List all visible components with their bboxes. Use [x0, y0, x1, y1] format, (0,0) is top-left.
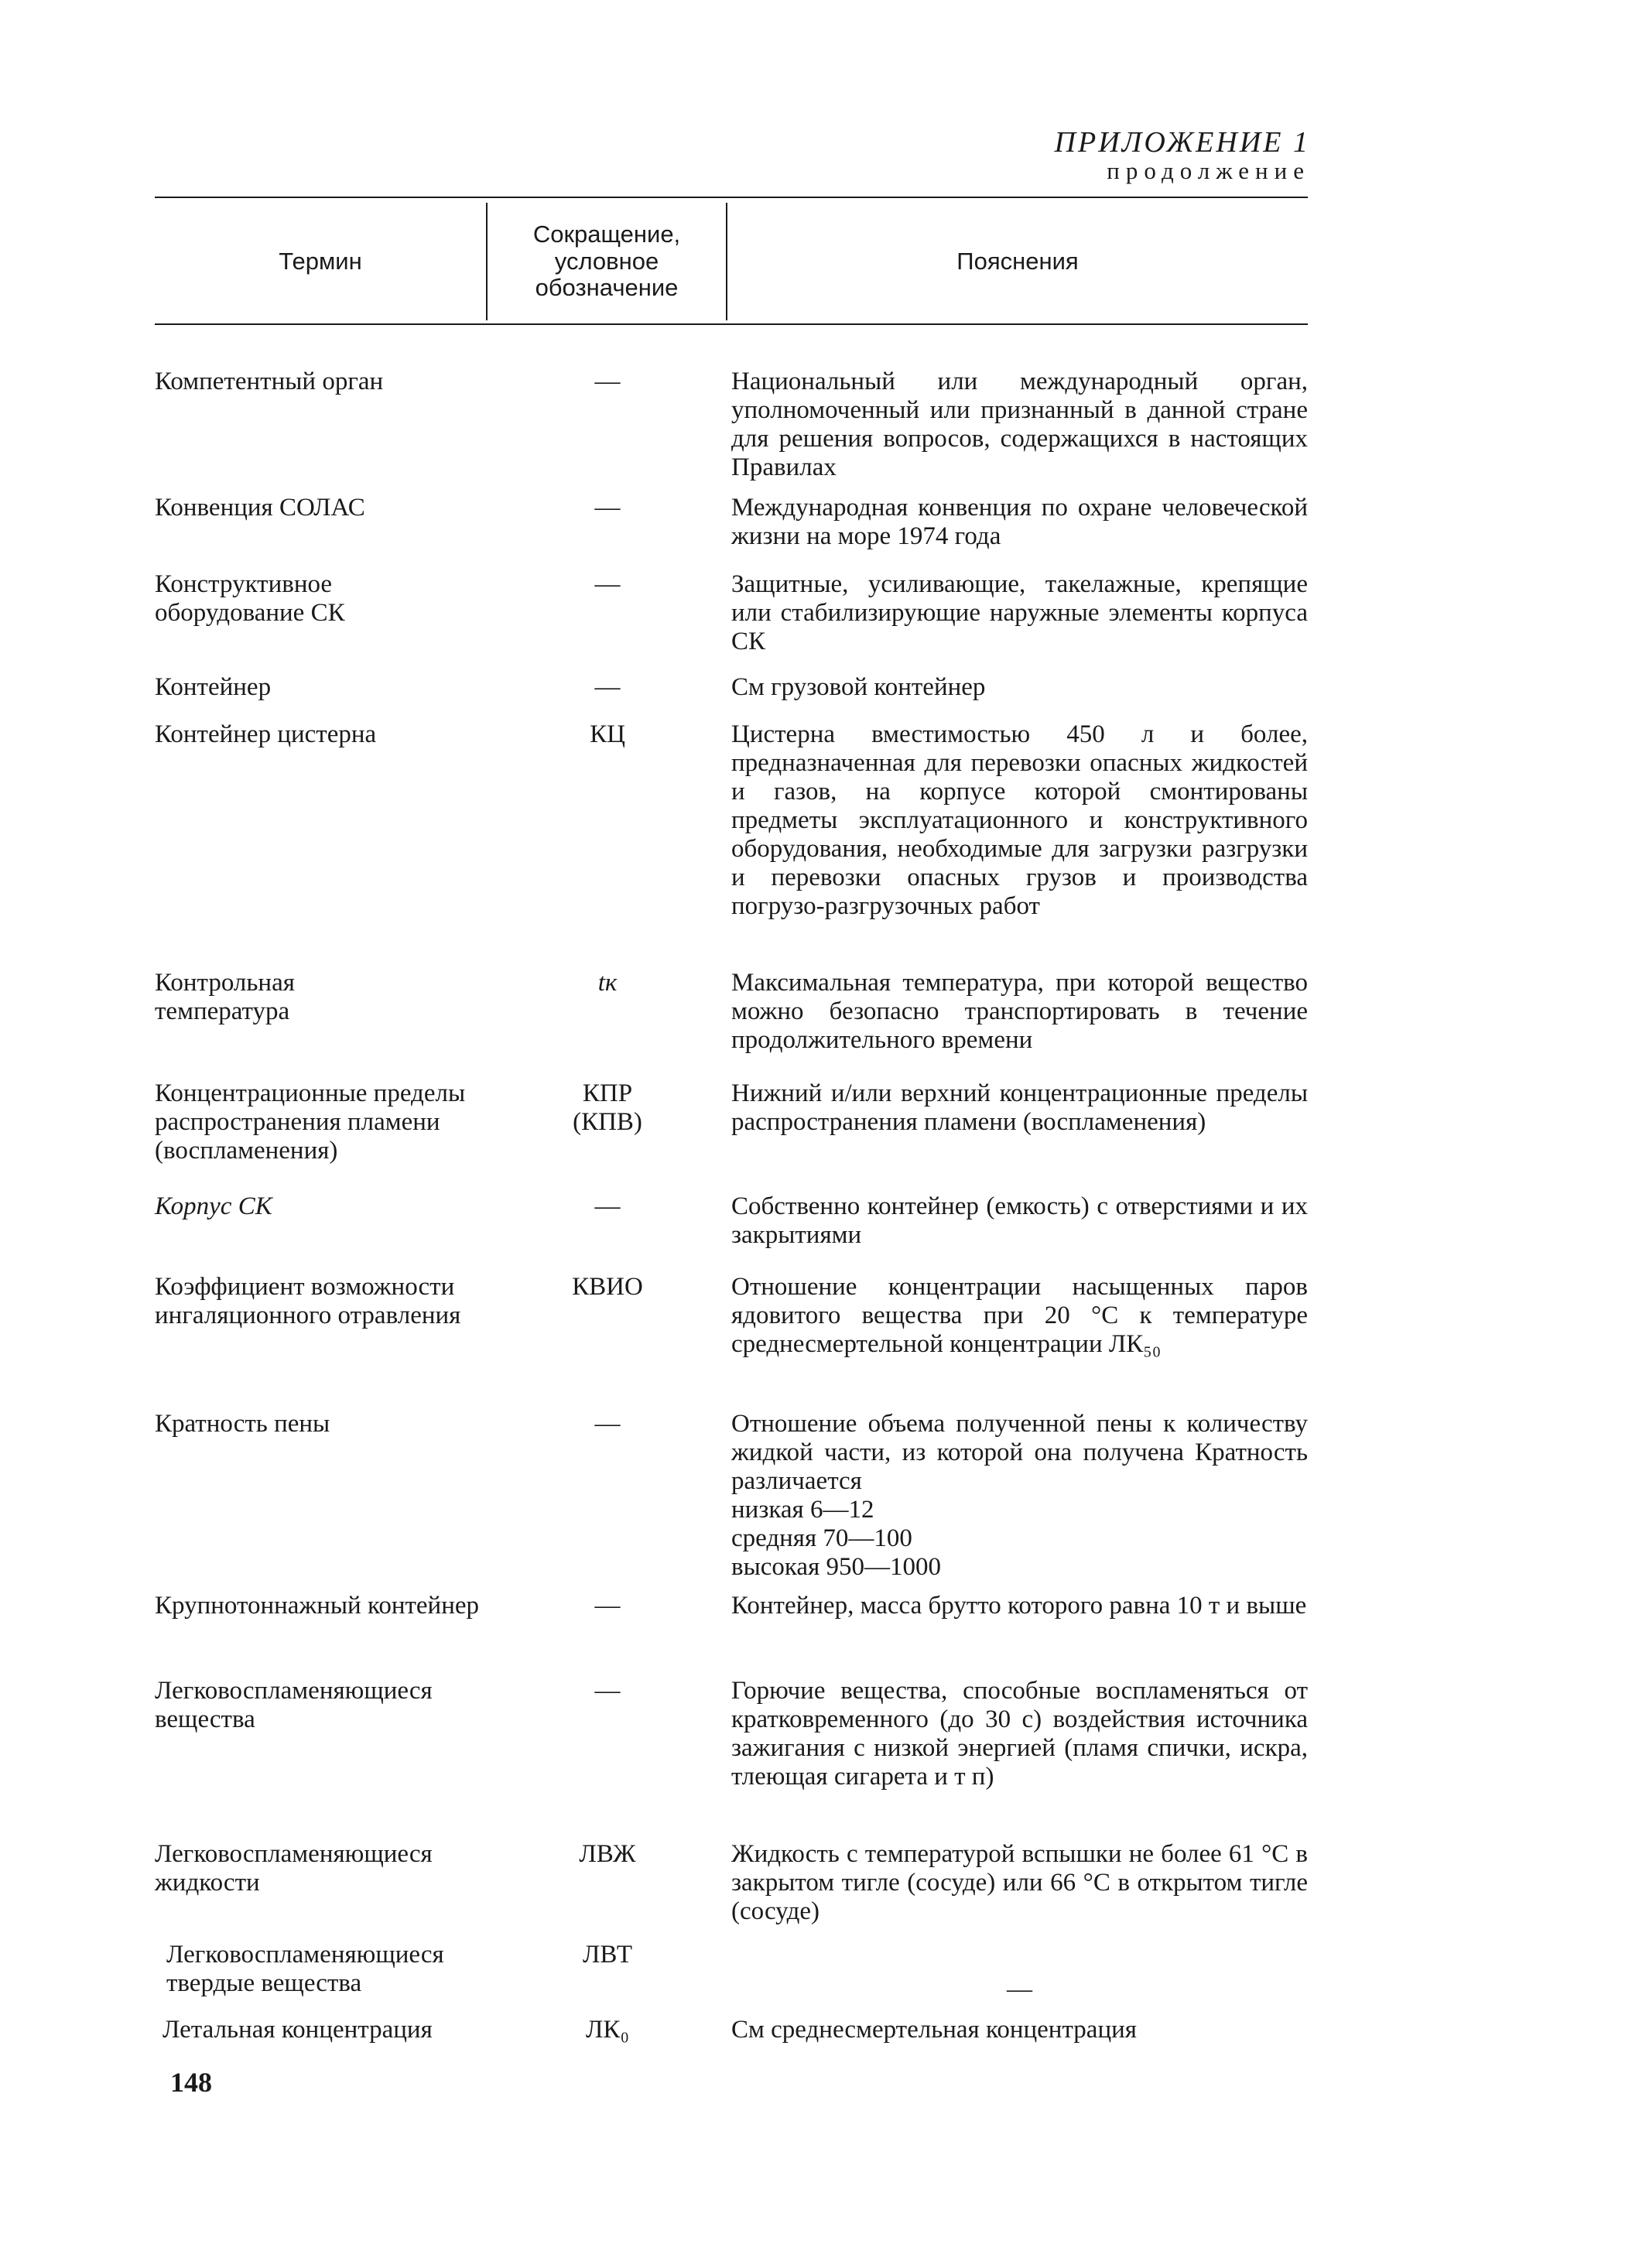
appendix-subtitle: продолжение: [1107, 157, 1310, 184]
column-header-term: Термин: [279, 247, 362, 275]
term-cell: Легковоспламеняющиеся твердые вещества: [166, 1941, 444, 1997]
abbreviation-cell: КПР (КПВ): [573, 1079, 642, 1136]
appendix-title: ПРИЛОЖЕНИЕ 1: [1054, 126, 1310, 159]
abbreviation-cell: —: [594, 1677, 621, 1705]
explanation-cell: Максимальная температура, при которой вещество можно безопасно транспортировать в течение продолжительного времени: [731, 969, 1308, 1054]
term-cell: Летальная концентрация: [163, 2016, 433, 2044]
abbreviation-cell: —: [594, 368, 621, 395]
explanation-cell: Нижний и/или верхний концентрационные пределы распространения пламени (воспламенения): [731, 1079, 1308, 1136]
abbreviation-cell: —: [594, 1192, 621, 1220]
explanation-cell: Цистерна вместимостью 450 л и более, предназначенная для перевозки опасных жидкостей и газов, на корпусе которой смонтированы предметы эксплуатационного и конструктивного оборудования, необходимые для загрузки разгрузки и перевозки опасных грузов и производства погрузо-разгрузочных работ: [731, 720, 1308, 920]
explanation-cell: Жидкость с температурой вспышки не более 61 °С в закрытом тигле (сосуде) или 66 °С в открытом тигле (сосуде): [731, 1840, 1308, 1925]
explanation-cell: Собственно контейнер (емкость) с отверстиями и их закрытиями: [731, 1192, 1308, 1249]
explanation-cell: Национальный или международный орган, уполномоченный или признанный в данной стране для решения вопросов, содержащихся в настоящих Правилах: [731, 368, 1308, 481]
abbreviation-cell: —: [594, 673, 621, 701]
abbreviation-cell: —: [594, 1410, 621, 1438]
abbreviation-cell: tк: [597, 969, 618, 997]
column-header-abbreviation: Сокращение, условное обозначение: [532, 220, 681, 302]
term-cell: Контейнер цистерна: [155, 720, 377, 748]
term-cell: Конвенция СОЛАС: [155, 494, 365, 522]
term-cell: Легковоспламеняющиеся жидкости: [155, 1840, 433, 1897]
abbreviation-cell: ЛВЖ: [579, 1840, 636, 1868]
table-header-rule: [155, 323, 1308, 325]
explanation-cell: Защитные, усиливающие, такелажные, крепящие или стабилизирующие наружные элементы корпуса СК: [731, 570, 1308, 655]
explanation-cell: —: [1007, 1976, 1032, 2003]
term-cell: Кратность пены: [155, 1410, 330, 1438]
term-cell: Контейнер: [155, 673, 272, 701]
page-number: 148: [170, 2067, 212, 2098]
explanation-cell: См среднесмертельная концентрация: [731, 2016, 1137, 2044]
explanation-cell: Отношение концентрации насыщенных паров ядовитого вещества при 20 °С к температуре среднесмертельной концентрации ЛК₅₀: [731, 1273, 1308, 1358]
term-cell: Корпус СК: [155, 1192, 272, 1220]
abbreviation-cell: —: [594, 1592, 621, 1620]
explanation-item: высокая 950—1000: [731, 1553, 942, 1581]
term-cell: Легковоспламеняющиеся вещества: [155, 1677, 433, 1733]
term-cell: Крупнотоннажный контейнер: [155, 1592, 480, 1620]
term-cell: Конструктивное оборудование СК: [155, 570, 345, 627]
column-header-explanation: Пояснения: [956, 247, 1079, 275]
abbreviation-cell: —: [594, 494, 621, 522]
explanation-cell: Международная конвенция по охране человеческой жизни на море 1974 года: [731, 494, 1308, 550]
explanation-text: Отношение объема полученной пены к количеству жидкой части, из которой она получена Кратность различается: [731, 1410, 1308, 1495]
explanation-cell: См грузовой контейнер: [731, 673, 986, 701]
abbreviation-cell: КЦ: [590, 720, 625, 748]
table-top-rule: [155, 197, 1308, 198]
explanation-item: средняя 70—100: [731, 1524, 912, 1552]
abbreviation-cell: ЛВТ: [582, 1941, 633, 1969]
term-cell: Контрольная температура: [155, 969, 295, 1025]
explanation-cell: [731, 1410, 1308, 1582]
term-cell: Компетентный орган: [155, 368, 384, 395]
abbreviation-cell: ЛК₀: [586, 2016, 629, 2044]
abbreviation-cell: КВИО: [572, 1273, 643, 1301]
term-cell: Коэффициент возможности ингаляционного отравления: [155, 1273, 461, 1329]
explanation-item: низкая 6—12: [731, 1496, 874, 1524]
explanation-cell: Контейнер, масса брутто которого равна 10 т и выше: [731, 1592, 1307, 1620]
explanation-cell: Горючие вещества, способные воспламеняться от кратковременного (до 30 с) воздействия источника зажигания с низкой энергией (пламя спички, искра, тлеющая сигарета и т п): [731, 1677, 1308, 1791]
abbreviation-cell: —: [594, 570, 621, 598]
term-cell: Концентрационные пределы распространения пламени (воспламенения): [155, 1079, 466, 1165]
